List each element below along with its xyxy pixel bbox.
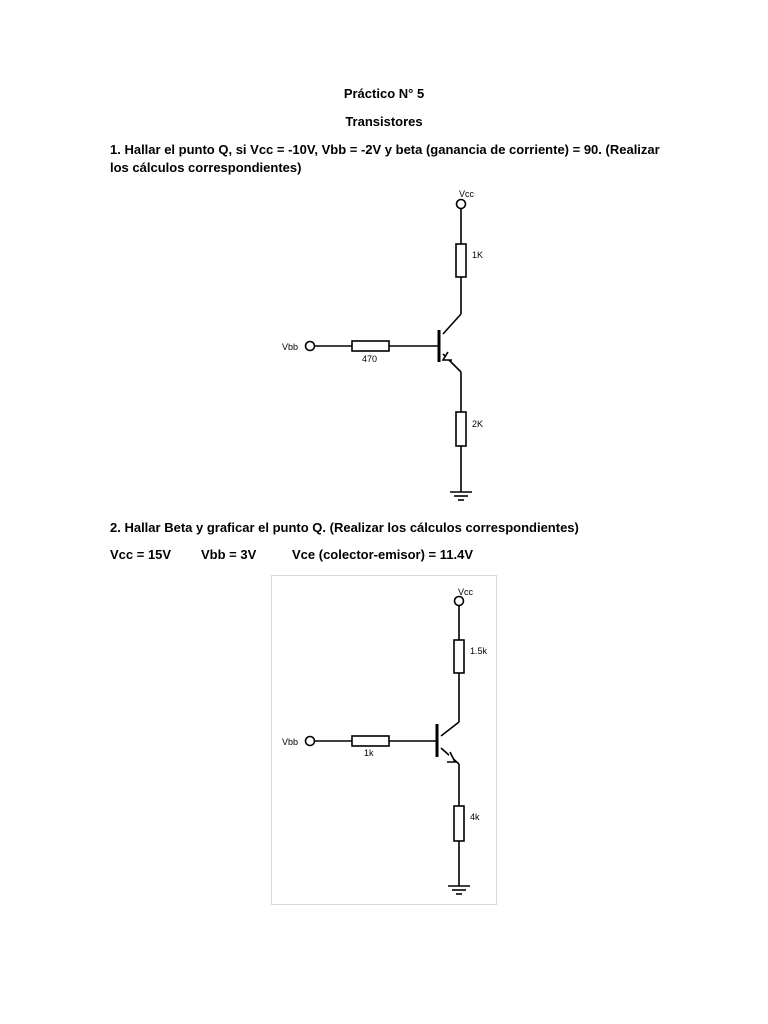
circuit-2-svg bbox=[272, 576, 498, 906]
vcc-terminal-icon bbox=[457, 200, 466, 209]
circuit-1-svg bbox=[272, 184, 504, 512]
circuit1-collector-resistor-label: 1K bbox=[472, 250, 484, 260]
question-2: 2. Hallar Beta y graficar el punto Q. (Realizar los cálculos correspondientes) bbox=[110, 520, 579, 535]
circuit1-vbb-label: Vbb bbox=[282, 342, 299, 352]
circuit1-base-resistor-label: 470 bbox=[362, 354, 378, 364]
question-1: 1. Hallar el punto Q, si Vcc = -10V, Vbb = -2V y beta (ganancia de corriente) = 90. (Realizar los cálculos correspondientes) bbox=[110, 142, 660, 175]
collector-resistor-icon bbox=[454, 640, 464, 673]
vbb-terminal-icon bbox=[306, 342, 315, 351]
emitter-resistor-icon bbox=[454, 806, 464, 841]
circuit2-base-resistor-label: 1k bbox=[364, 748, 374, 758]
circuit1-vcc-label: Vcc bbox=[459, 189, 475, 199]
given-vcc: Vcc = 15V bbox=[110, 547, 172, 562]
emitter-resistor-icon bbox=[456, 412, 466, 446]
circuit2-vbb-label: Vbb bbox=[282, 737, 299, 747]
base-resistor-icon bbox=[352, 736, 389, 746]
base-resistor-icon bbox=[352, 341, 389, 351]
circuit2-emitter-resistor-label: 4k bbox=[470, 812, 480, 822]
given-vbb: Vbb = 3V bbox=[201, 547, 257, 562]
page-subtitle: Transistores bbox=[345, 114, 423, 129]
given-vce: Vce (colector-emisor) = 11.4V bbox=[292, 547, 474, 562]
circuit-diagram-1 bbox=[272, 184, 504, 512]
page-title: Práctico N° 5 bbox=[343, 86, 425, 101]
circuit-diagram-2 bbox=[271, 575, 497, 905]
vbb-terminal-icon bbox=[306, 737, 315, 746]
collector-resistor-icon bbox=[456, 244, 466, 277]
circuit2-vcc-label: Vcc bbox=[458, 587, 474, 597]
circuit1-emitter-resistor-label: 2K bbox=[472, 419, 484, 429]
circuit2-collector-resistor-label: 1.5k bbox=[470, 646, 488, 656]
vcc-terminal-icon bbox=[455, 597, 464, 606]
